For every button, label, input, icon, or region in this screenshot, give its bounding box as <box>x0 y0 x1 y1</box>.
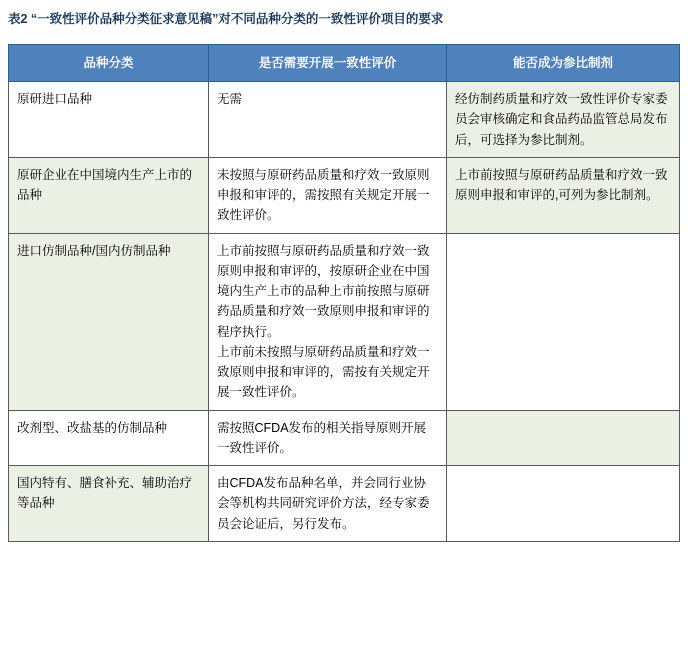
column-header-need-evaluation: 是否需要开展一致性评价 <box>209 45 447 82</box>
cell-need-evaluation <box>209 157 447 233</box>
cell-text: 原研进口品种 <box>17 92 93 106</box>
table-body <box>9 82 680 542</box>
cell-category <box>9 233 209 410</box>
cell-text: 国内特有、膳食补充、辅助治疗等品种 <box>17 476 193 511</box>
cell-text: 无需 <box>217 92 243 106</box>
cell-need-evaluation <box>209 410 447 466</box>
cell-need-evaluation <box>209 466 447 542</box>
cell-reference-drug <box>447 466 680 542</box>
table-row <box>9 233 680 410</box>
cell-reference-drug <box>447 157 680 233</box>
cell-category <box>9 410 209 466</box>
cell-text: 原研企业在中国境内生产上市的品种 <box>17 167 193 202</box>
cell-need-evaluation <box>209 82 447 158</box>
cell-text: 经仿制药质量和疗效一致性评价专家委员会审核确定和食品药品监管总局发布后，可选择为参比制剂。 <box>455 92 668 147</box>
table-header <box>9 45 680 82</box>
cell-reference-drug <box>447 410 680 466</box>
cell-text: 上市前按照与原研药品质量和疗效一致原则申报和审评的，按原研企业在中国境内生产上市的品种上市前按照与原研药品质量和疗效一致原则申报和审评的程序执行。 <box>217 243 430 339</box>
column-header-reference-drug: 能否成为参比制剂 <box>447 45 680 82</box>
consistency-evaluation-table <box>8 44 680 542</box>
cell-text: 改剂型、改盐基的仿制品种 <box>17 420 168 435</box>
table-caption: 表2 “一致性评价品种分类征求意见稿”对不同品种分类的一致性评价项目的要求 <box>8 12 444 26</box>
table-row <box>9 466 680 542</box>
cell-category <box>9 466 209 542</box>
column-header-category: 品种分类 <box>9 45 209 82</box>
cell-text: 上市前按照与原研药品质量和疗效一致原则申报和审评的,可列为参比制剂。 <box>455 167 668 202</box>
cell-text: 未按照与原研药品质量和疗效一致原则申报和审评的，需按照有关规定开展一致性评价。 <box>217 167 430 223</box>
cell-category <box>9 157 209 233</box>
cell-text: 需按照CFDA发布的相关指导原则开展一致性评价。 <box>217 420 427 455</box>
cell-reference-drug <box>447 233 680 410</box>
table-container <box>8 44 679 542</box>
cell-need-evaluation <box>209 233 447 410</box>
cell-text: 由CFDA发布品种名单，并会同行业协会等机构共同研究评价方法，经专家委员会论证后，另行发布。 <box>217 476 430 531</box>
cell-text: 上市前未按照与原研药品质量和疗效一致原则申报和审评的，需按有关规定开展一致性评价。 <box>217 344 430 400</box>
header-row <box>9 45 680 82</box>
cell-category <box>9 82 209 158</box>
cell-text: 进口仿制品种/国内仿制品种 <box>17 243 171 258</box>
cell-reference-drug <box>447 82 680 158</box>
table-row <box>9 157 680 233</box>
table-row <box>9 82 680 158</box>
table-row <box>9 410 680 466</box>
